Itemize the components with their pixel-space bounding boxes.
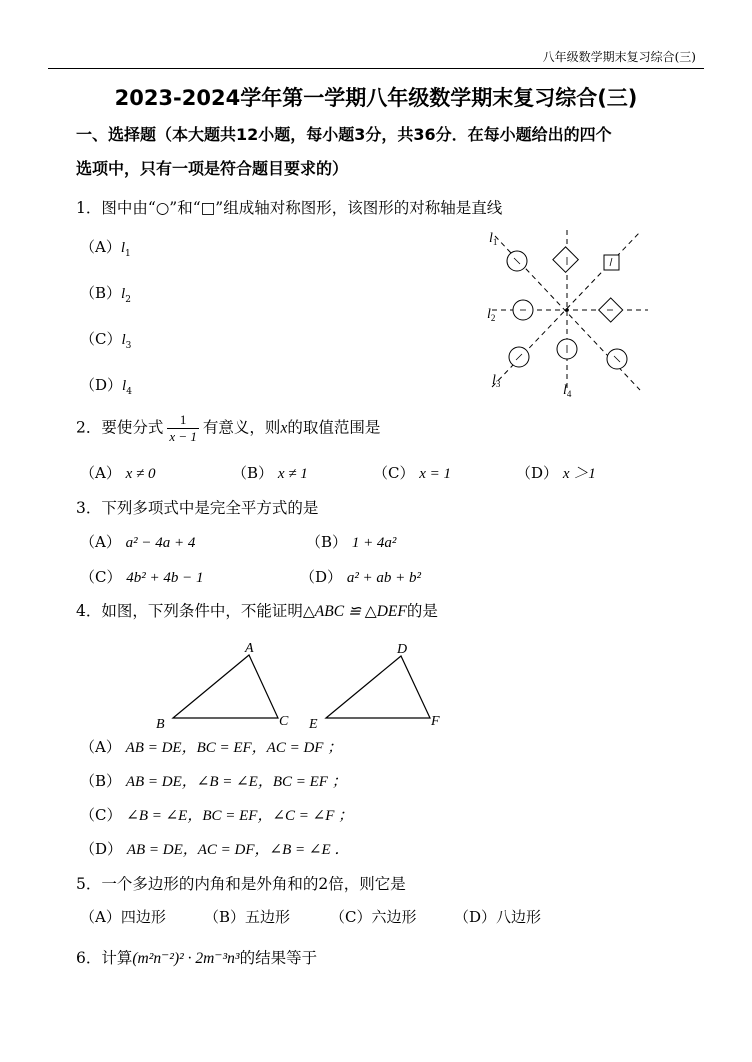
vertex-e-label: E xyxy=(309,717,318,732)
q5-stem: 5．一个多边形的内角和是外角和的2倍，则它是 xyxy=(76,875,406,893)
vertex-c-label: C xyxy=(279,714,289,729)
page-header: 八年级数学期末复习综合(三) xyxy=(542,50,696,64)
vertex-d-label: D xyxy=(397,642,408,657)
q5-option-b: （B）五边形 xyxy=(204,908,291,926)
vertex-f-label: F xyxy=(431,714,440,729)
q5-option-c: （C）六边形 xyxy=(330,908,417,926)
q3-stem: 3．下列多项式中是完全平方式的是 xyxy=(76,499,319,517)
q4-stem: 4．如图，下列条件中，不能证明△ABC ≌ △DEF的是 xyxy=(76,602,438,620)
square-shape xyxy=(604,255,619,270)
q1-symmetry-figure xyxy=(470,222,660,408)
q2-fraction: $\frac{1}{x - 1}$ xyxy=(169,412,197,444)
triangle-abc xyxy=(173,655,278,718)
diamond-shape xyxy=(553,247,578,272)
label-l3: $l_3$ xyxy=(492,373,501,389)
q4-option-c: （C） ∠B = ∠E，BC = EF，∠C = ∠F ； xyxy=(80,806,354,824)
q2-option-c: （C） x = 1 xyxy=(373,464,452,482)
q2-option-d: （D） x ＞1 xyxy=(516,464,596,482)
page-title: 2023-2024学年第一学期八年级数学期末复习综合(三) xyxy=(114,86,638,110)
q2-stem: 2．要使分式 $\frac{1}{x - 1}$ 有意义，则x的取值范围是 xyxy=(76,412,381,444)
q5-option-d: （D）八边形 xyxy=(454,908,542,926)
q3-option-c: （C） 4b² + 4b − 1 xyxy=(80,568,204,586)
q1-option-d: $(D)l_4$ xyxy=(80,376,132,397)
q1-option-a: $(A)l_1$ xyxy=(80,238,131,259)
q5-option-a: （A）四边形 xyxy=(80,908,166,926)
q2-option-b: （B） x ≠ 1 xyxy=(232,464,308,482)
q2-option-a: （A） x ≠ 0 xyxy=(80,464,156,482)
label-l4: $l_4$ xyxy=(563,383,572,399)
section-heading-line2: 选项中，只有一项是符合题目要求的） xyxy=(76,159,349,178)
triangle-def xyxy=(326,656,430,718)
q4-option-d: （D） AB = DE，AC = DF，∠B = ∠E ． xyxy=(80,840,350,858)
q1-stem: 1．图中由“○”和“□”组成轴对称图形，该图形的对称轴是直线 xyxy=(76,199,503,217)
q3-option-a: （A） a² − 4a + 4 xyxy=(80,533,196,551)
q6-stem: 6．计算(m²n⁻²)² · 2m⁻³n³的结果等于 xyxy=(76,949,318,967)
q4-triangles-figure xyxy=(150,636,450,732)
vertex-a-label: A xyxy=(245,641,254,656)
q1-option-c: $(C)l_3$ xyxy=(80,330,132,351)
center-point xyxy=(565,308,569,312)
q1-option-b: $(B)l_2$ xyxy=(80,284,131,305)
q3-option-d: （D） a² + ab + b² xyxy=(300,568,422,586)
label-l2: $l_2$ xyxy=(487,307,496,323)
q4-option-b: （B） AB = DE，∠B = ∠E，BC = EF ； xyxy=(80,772,347,790)
label-l1: $l_1$ xyxy=(489,231,498,247)
q4-option-a: （A） AB = DE，BC = EF，AC = DF ； xyxy=(80,738,343,756)
vertex-b-label: B xyxy=(156,717,165,732)
header-rule xyxy=(48,68,704,69)
q3-option-b: （B） 1 + 4a² xyxy=(306,533,397,551)
section-heading-line1: 一、选择题（本大题共12小题，每小题3分，共36分．在每小题给出的四个 xyxy=(76,125,612,144)
